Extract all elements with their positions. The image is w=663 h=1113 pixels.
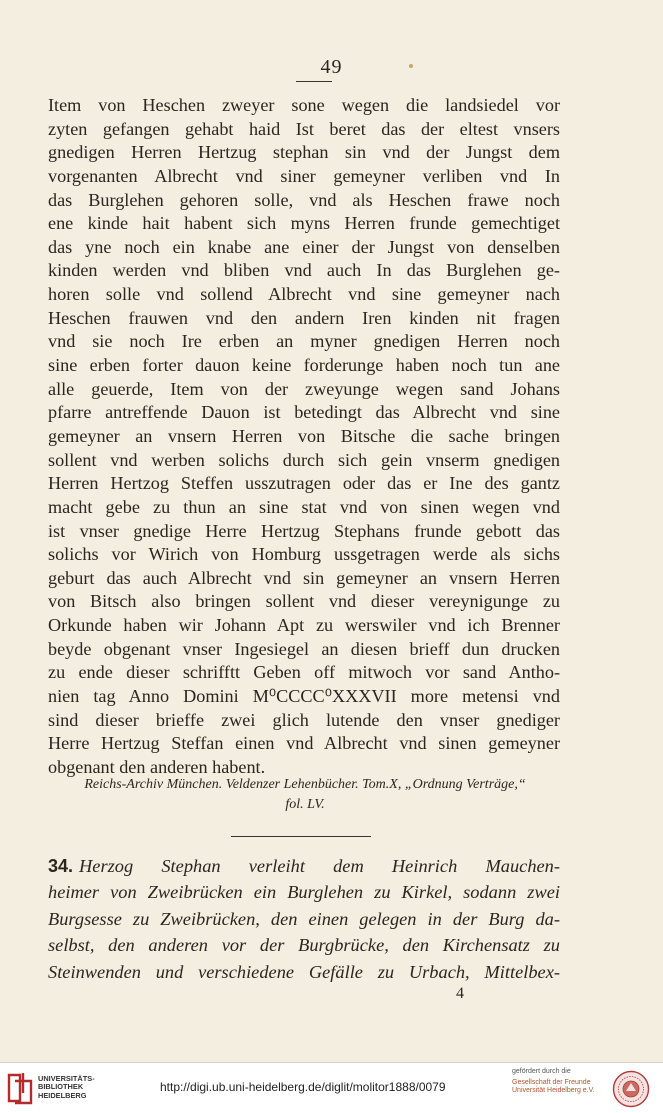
- body-line: vnd sie noch Ire erben an myner gnedigen Herren noch: [48, 331, 560, 352]
- body-line: macht gebe zu thun an sine stat vnd von sinen wegen vnd: [48, 496, 560, 517]
- body-text: [48, 94, 560, 780]
- heading-line: [48, 853, 560, 879]
- body-line: sind dieser brieffe zwei glich lutende den vnser gnediger: [48, 709, 560, 730]
- page-number: 49: [320, 56, 343, 78]
- library-name-line: BIBLIOTHEK: [38, 1082, 84, 1092]
- document-heading: [48, 853, 560, 985]
- library-logo-icon: [6, 1071, 36, 1105]
- heading-line: selbst, den anderen vor der Burgbrücke, den Kirchensatz zu: [48, 935, 560, 956]
- citation-folio: fol. LV.: [285, 797, 325, 812]
- sponsor-name-line: Universität Heidelberg e.V.: [512, 1087, 595, 1095]
- sponsor-lead: gefördert durch die: [512, 1068, 571, 1075]
- body-line: zu ende dieser schrifftt Geben off mitwoch vor sand Antho-: [48, 662, 560, 683]
- body-line: Herre Hertzug Steffan einen vnd Albrecht vnd sinen gemeyner: [48, 733, 560, 754]
- document-number: 34.: [48, 856, 74, 876]
- body-line: Item von Heschen zweyer sone wegen die landsiedel vor: [48, 95, 560, 115]
- heading-line: Steinwenden und verschiedene Gefälle zu Urbach, Mittelbex-: [48, 961, 560, 982]
- body-line: kinden werden vnd bliben vnd auch In das Burglehen ge-: [48, 260, 560, 281]
- paper-speck: [409, 64, 413, 68]
- body-line: das yne noch ein knabe ane einer der Jungst von denselben: [48, 236, 560, 257]
- body-line: sine erben forter dauon keine forderunge haben noch tun ane: [48, 355, 560, 376]
- library-name-line: HEIDELBERG: [38, 1090, 87, 1100]
- body-line: beyde obgenant vnser Ingesiegel an diesen brieff dun drucken: [48, 638, 560, 659]
- body-line: ist vnser gnedige Herre Hertzug Stephans frunde gebott das: [48, 520, 560, 541]
- digitization-footer: [0, 1062, 663, 1113]
- body-line: ene kinde hait habent sich myns Herren frunde gemechtiget: [48, 213, 560, 234]
- heading-line: heimer von Zweibrücken ein Burglehen zu Kirkel, sodann zwei: [48, 882, 560, 903]
- sponsor-name-line: Gesellschaft der Freunde: [512, 1078, 591, 1086]
- section-divider: [231, 836, 371, 837]
- permalink-link[interactable]: http://digi.ub.uni-heidelberg.de/diglit/molitor1888/0079: [160, 1080, 446, 1094]
- library-name-line: UNIVERSITÄTS-: [38, 1074, 95, 1083]
- body-line: gnedigen Herren Hertzug stephan sin vnd der Jungst dem: [48, 142, 560, 163]
- body-line: zyten gefangen gehabt haid Ist beret das der eltest vnsers: [48, 118, 560, 139]
- body-line: sollent vnd werben solichs durch sich gein vnserm gnedigen: [48, 449, 560, 470]
- body-line: gemeyner an vnsern Herren von Bitsche die sache bringen: [48, 425, 560, 446]
- body-line: pfarre antreffende Dauon ist betedingt das Albrecht vnd sine: [48, 402, 560, 423]
- body-line: Heschen frauwen vnd den andern Iren kinden nit fragen: [48, 307, 560, 328]
- sponsor-note: [512, 1068, 602, 1096]
- body-line: Orkunde haben wir Johann Apt zu werswiler vnd ich Brenner: [48, 615, 560, 636]
- body-line: obgenant den anderen habent.: [48, 756, 266, 777]
- body-line: alle geuerde, Item von der zweyunge wegen sand Johans: [48, 378, 560, 399]
- citation-line: Reichs-Archiv München. Veldenzer Lehenbücher. Tom.X, „Ordnung Verträge,“: [84, 777, 526, 792]
- body-line: horen solle vnd sollend Albrecht vnd sine gemeyner nach: [48, 284, 560, 305]
- body-line: vorgenanten Albrecht vnd siner gemeyner verliben vnd In: [48, 165, 560, 186]
- body-line: Herren Hertzog Steffen usszutragen oder das er Ine des gantz: [48, 473, 560, 494]
- page-number-rule: [296, 81, 332, 82]
- signature-mark: 4: [456, 985, 464, 1002]
- heading-line: Burgsesse zu Zweibrücken, den einen gelegen in der Burg da-: [48, 908, 560, 929]
- body-line: von Bitsch also bringen sollent vnd dieser vereynigunge zu: [48, 591, 560, 612]
- body-line: solichs vor Wirich von Homburg ussgetragen werde als sichs: [48, 544, 560, 565]
- heading-line-text: Herzog Stephan verleiht dem Heinrich Mauchen-: [79, 856, 560, 876]
- university-seal-icon: [612, 1070, 650, 1108]
- library-name: [38, 1075, 95, 1100]
- body-line: geburt das auch Albrecht vnd sin gemeyner an vnsern Herren: [48, 567, 560, 588]
- body-line: das Burglehen gehoren solle, vnd als Heschen frawe noch: [48, 189, 560, 210]
- body-line: nien tag Anno Domini M⁰CCCC⁰XXXVII more metensi vnd: [48, 686, 560, 707]
- archive-citation: [40, 775, 570, 815]
